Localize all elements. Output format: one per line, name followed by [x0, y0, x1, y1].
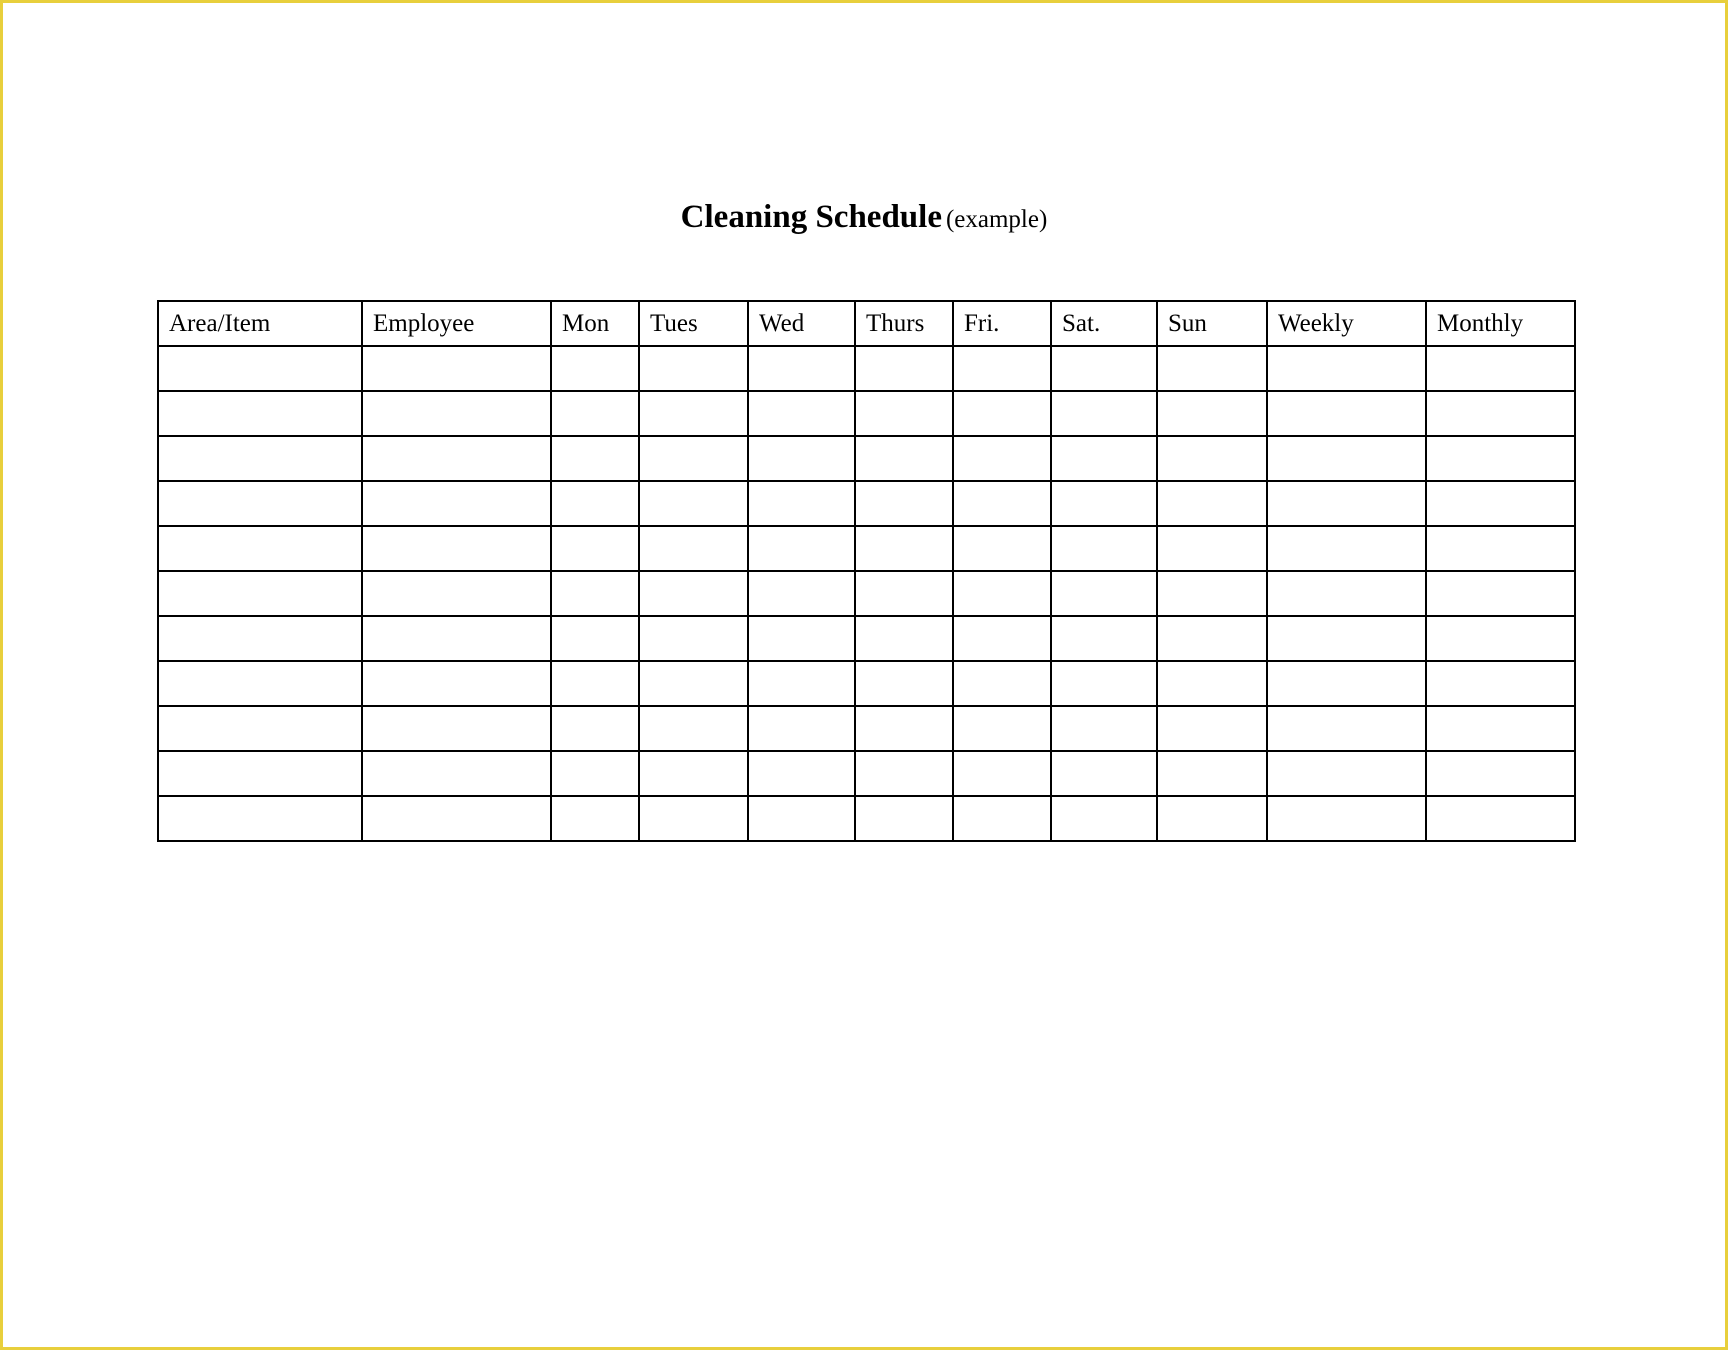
table-cell[interactable]: [953, 571, 1051, 616]
table-cell[interactable]: [1267, 391, 1426, 436]
table-cell[interactable]: [855, 706, 953, 751]
table-row: [158, 571, 1575, 616]
table-cell[interactable]: [1051, 796, 1157, 841]
table-cell[interactable]: [1157, 481, 1267, 526]
table-cell[interactable]: [551, 751, 639, 796]
table-cell[interactable]: [953, 706, 1051, 751]
header-monthly: Monthly: [1426, 301, 1575, 346]
table-cell[interactable]: [362, 526, 551, 571]
table-cell[interactable]: [551, 661, 639, 706]
table-cell[interactable]: [1051, 661, 1157, 706]
table-cell[interactable]: [158, 346, 362, 391]
table-cell[interactable]: [1426, 391, 1575, 436]
table-cell[interactable]: [158, 526, 362, 571]
table-cell[interactable]: [1051, 616, 1157, 661]
table-cell[interactable]: [158, 571, 362, 616]
table-cell[interactable]: [1426, 481, 1575, 526]
table-cell[interactable]: [639, 526, 748, 571]
table-cell[interactable]: [551, 616, 639, 661]
table-cell[interactable]: [362, 796, 551, 841]
table-cell[interactable]: [158, 706, 362, 751]
table-cell[interactable]: [1157, 391, 1267, 436]
table-row: [158, 526, 1575, 571]
table-cell[interactable]: [1157, 346, 1267, 391]
table-cell[interactable]: [855, 571, 953, 616]
table-row: [158, 661, 1575, 706]
table-cell[interactable]: [953, 661, 1051, 706]
table-cell[interactable]: [953, 796, 1051, 841]
table-cell[interactable]: [639, 616, 748, 661]
table-cell[interactable]: [1426, 571, 1575, 616]
table-cell[interactable]: [551, 526, 639, 571]
table-cell[interactable]: [158, 751, 362, 796]
table-cell[interactable]: [362, 571, 551, 616]
table-cell[interactable]: [953, 526, 1051, 571]
table-cell[interactable]: [1267, 481, 1426, 526]
header-employee: Employee: [362, 301, 551, 346]
table-cell[interactable]: [748, 526, 855, 571]
table-row: [158, 346, 1575, 391]
header-sun: Sun: [1157, 301, 1267, 346]
table-cell[interactable]: [639, 436, 748, 481]
table-cell[interactable]: [748, 346, 855, 391]
table-cell[interactable]: [362, 751, 551, 796]
table-cell[interactable]: [1051, 481, 1157, 526]
title-text: Cleaning Schedule: [680, 199, 942, 235]
table-cell[interactable]: [639, 751, 748, 796]
header-weekly: Weekly: [1267, 301, 1426, 346]
table-cell[interactable]: [639, 481, 748, 526]
table-cell[interactable]: [1157, 661, 1267, 706]
header-fri: Fri.: [953, 301, 1051, 346]
table-cell[interactable]: [953, 481, 1051, 526]
header-tues: Tues: [639, 301, 748, 346]
table-cell[interactable]: [855, 526, 953, 571]
table-row: [158, 616, 1575, 661]
table-cell[interactable]: [362, 706, 551, 751]
table-cell[interactable]: [748, 571, 855, 616]
table-row: [158, 706, 1575, 751]
table-row: [158, 391, 1575, 436]
table-cell[interactable]: [953, 436, 1051, 481]
subtitle-text: (example): [945, 206, 1048, 233]
table-cell[interactable]: [1267, 661, 1426, 706]
table-cell[interactable]: [1426, 751, 1575, 796]
page-title: [3, 201, 1725, 234]
table-cell[interactable]: [639, 706, 748, 751]
table-cell[interactable]: [748, 616, 855, 661]
table-cell[interactable]: [748, 481, 855, 526]
table-cell[interactable]: [1426, 796, 1575, 841]
table-row: [158, 436, 1575, 481]
table-cell[interactable]: [855, 796, 953, 841]
table-cell[interactable]: [551, 706, 639, 751]
table-cell[interactable]: [639, 571, 748, 616]
table-cell[interactable]: [748, 436, 855, 481]
table-cell[interactable]: [1426, 661, 1575, 706]
table-cell[interactable]: [1426, 436, 1575, 481]
table-cell[interactable]: [1051, 526, 1157, 571]
table-cell[interactable]: [551, 481, 639, 526]
table-cell[interactable]: [1157, 526, 1267, 571]
table-cell[interactable]: [855, 661, 953, 706]
table-cell[interactable]: [1426, 526, 1575, 571]
table-cell[interactable]: [551, 571, 639, 616]
table-cell[interactable]: [748, 391, 855, 436]
table-cell[interactable]: [1051, 571, 1157, 616]
table-cell[interactable]: [855, 751, 953, 796]
table-cell[interactable]: [1157, 706, 1267, 751]
table-cell[interactable]: [1051, 751, 1157, 796]
table-cell[interactable]: [551, 346, 639, 391]
table-cell[interactable]: [1051, 706, 1157, 751]
table-cell[interactable]: [1267, 616, 1426, 661]
table-cell[interactable]: [748, 796, 855, 841]
table-cell[interactable]: [1267, 346, 1426, 391]
table-cell[interactable]: [1051, 391, 1157, 436]
table-cell[interactable]: [158, 616, 362, 661]
table-cell[interactable]: [953, 346, 1051, 391]
table-cell[interactable]: [551, 796, 639, 841]
header-mon: Mon: [551, 301, 639, 346]
table-cell[interactable]: [1051, 436, 1157, 481]
table-cell[interactable]: [855, 346, 953, 391]
table-cell[interactable]: [1157, 751, 1267, 796]
table-cell[interactable]: [1157, 571, 1267, 616]
table-cell[interactable]: [158, 796, 362, 841]
table-cell[interactable]: [639, 391, 748, 436]
table-cell[interactable]: [748, 661, 855, 706]
table-cell[interactable]: [362, 616, 551, 661]
header-thurs: Thurs: [855, 301, 953, 346]
table-cell[interactable]: [1267, 751, 1426, 796]
header-wed: Wed: [748, 301, 855, 346]
table-cell[interactable]: [1267, 796, 1426, 841]
table-cell[interactable]: [158, 436, 362, 481]
table-cell[interactable]: [362, 436, 551, 481]
table-cell[interactable]: [855, 616, 953, 661]
table-row: [158, 481, 1575, 526]
table-cell[interactable]: [953, 391, 1051, 436]
table-cell[interactable]: [362, 346, 551, 391]
table-cell[interactable]: [1157, 796, 1267, 841]
table-cell[interactable]: [1267, 571, 1426, 616]
table-cell[interactable]: [1051, 346, 1157, 391]
table-cell[interactable]: [639, 661, 748, 706]
table-row: [158, 796, 1575, 841]
table-cell[interactable]: [1426, 706, 1575, 751]
table-cell[interactable]: [1426, 346, 1575, 391]
table-cell[interactable]: [551, 391, 639, 436]
table-cell[interactable]: [1157, 616, 1267, 661]
table-cell[interactable]: [1426, 616, 1575, 661]
table-cell[interactable]: [748, 751, 855, 796]
header-row: [158, 301, 1575, 346]
table-cell[interactable]: [1157, 436, 1267, 481]
table-cell[interactable]: [362, 661, 551, 706]
table-cell[interactable]: [1267, 436, 1426, 481]
table-cell[interactable]: [362, 481, 551, 526]
table-cell[interactable]: [362, 391, 551, 436]
table-cell[interactable]: [639, 346, 748, 391]
header-area-item: Area/Item: [158, 301, 362, 346]
table-cell[interactable]: [1267, 526, 1426, 571]
table-cell[interactable]: [748, 706, 855, 751]
table-row: [158, 751, 1575, 796]
table-cell[interactable]: [639, 796, 748, 841]
table-cell[interactable]: [1267, 706, 1426, 751]
table-cell[interactable]: [158, 661, 362, 706]
table-cell[interactable]: [551, 436, 639, 481]
table-cell[interactable]: [158, 481, 362, 526]
table-cell[interactable]: [855, 436, 953, 481]
table-cell[interactable]: [855, 481, 953, 526]
table-cell[interactable]: [855, 391, 953, 436]
table-cell[interactable]: [953, 616, 1051, 661]
header-sat: Sat.: [1051, 301, 1157, 346]
table-body: [158, 346, 1575, 841]
table-cell[interactable]: [953, 751, 1051, 796]
cleaning-schedule-table: [157, 300, 1576, 842]
table-cell[interactable]: [158, 391, 362, 436]
